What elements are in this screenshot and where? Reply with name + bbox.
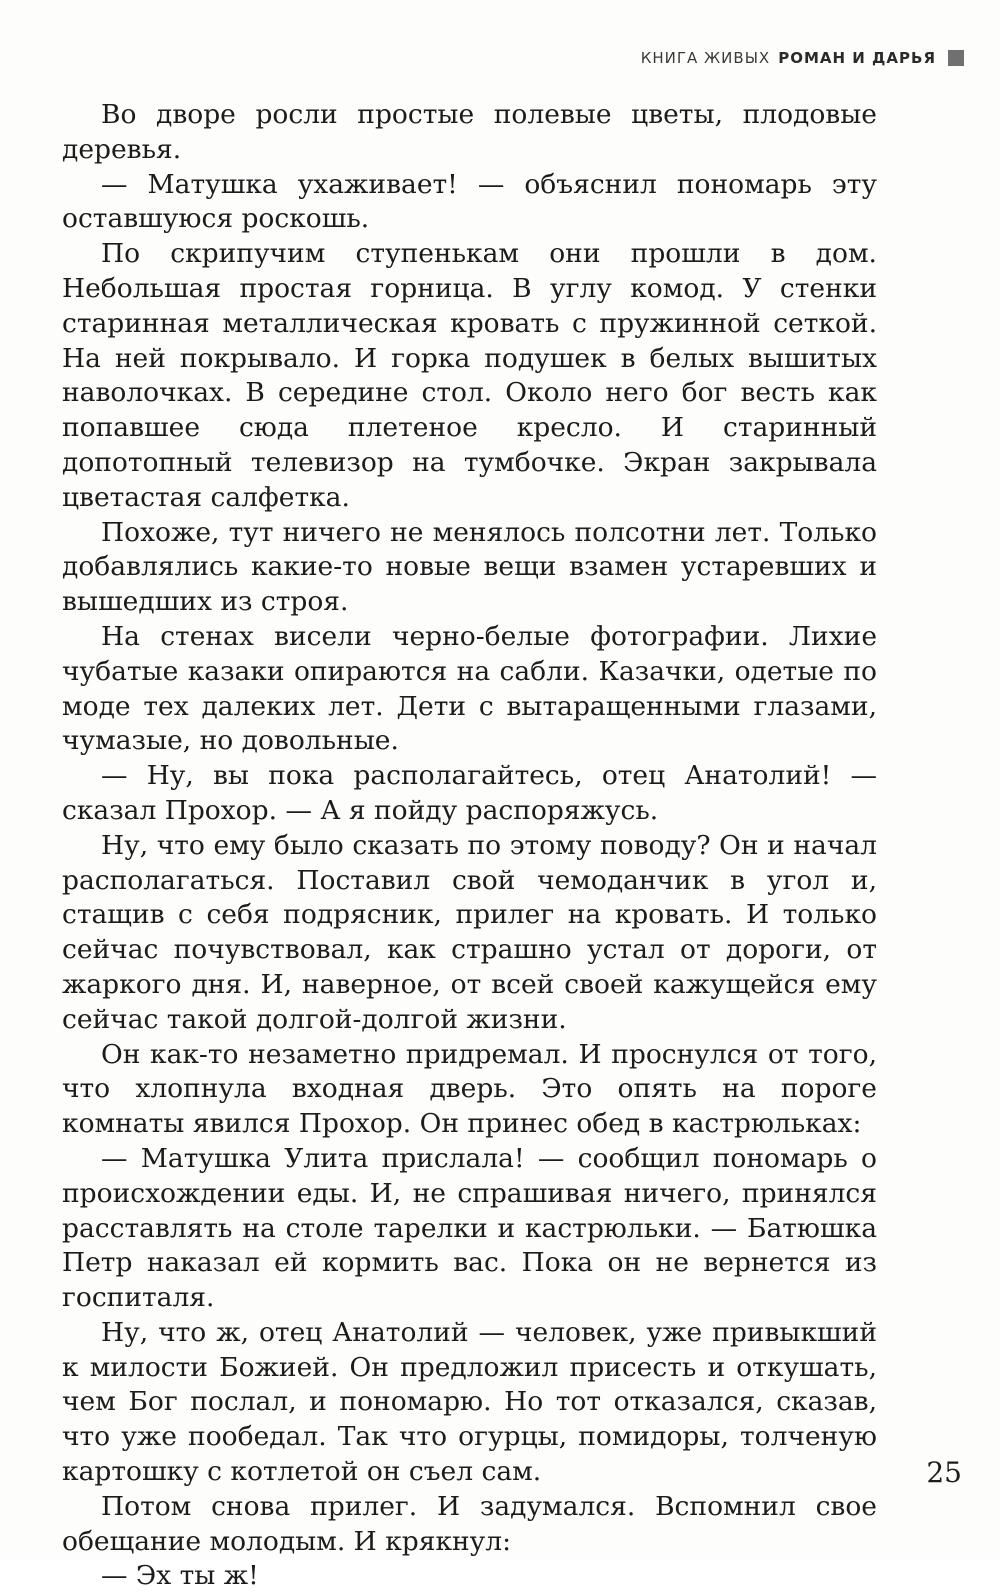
header-square-marker <box>948 50 964 66</box>
paragraph: — Ну, вы пока располагайтесь, отец Анатолий! — сказал Прохор. — А я пойду распоряжусь. <box>62 760 877 826</box>
running-header <box>641 49 964 67</box>
paragraph: — Эх ты ж! <box>101 1560 259 1592</box>
paragraph: Ну, что ж, отец Анатолий — человек, уже привыкший к милости Божией. Он предложил присесть и откушать, чем Бог послал, и пономарю. Но тот отказался, сказав, что уже пообедал. Так что огурцы, помидоры, толченую картошку с котлетой он съел сам. <box>62 1316 877 1488</box>
paragraph: По скрипучим ступенькам они прошли в дом. Небольшая простая горница. В углу комод. У стенки старинная металлическая кровать с пружинной сеткой. На ней покрывало. И горка подушек в белых вышитых наволочках. В середине стол. Около него бог весть как попавшее сюда плетеное кресло. И старинный допотопный телевизор на тумбочке. Экран закрывала цветастая салфетка. <box>62 238 877 513</box>
paragraph: Он как-то незаметно придремал. И проснулся от того, что хлопнула входная дверь. Это опять на пороге комнаты явился Прохор. Он принес обед в кастрюльках: <box>62 1038 877 1140</box>
paragraph: Во дворе росли простые полевые цветы, плодовые деревья. <box>62 99 877 165</box>
paragraph: На стенах висели черно-белые фотографии. Лихие чубатые казаки опираются на сабли. Казачки, одетые по моде тех далеких лет. Дети с вытаращенными глазами, чумазые, но довольные. <box>62 620 877 757</box>
paragraph: — Матушка Улита прислала! — сообщил пономарь о происхождении еды. И, не спрашивая ничего, принялся расставлять на столе тарелки и кастрюльки. — Батюшка Петр наказал ей кормить вас. Пока он не вернется из госпиталя. <box>62 1142 877 1314</box>
paragraph: Похоже, тут ничего не менялось полсотни лет. Только добавлялись какие-то новые вещи взамен устаревших и вышедших из строя. <box>62 516 877 618</box>
paragraph: — Матушка ухаживает! — объяснил пономарь эту оставшуюся роскошь. <box>62 168 877 235</box>
page-number: 25 <box>926 1456 962 1489</box>
body-text <box>62 98 877 1594</box>
paragraph: Потом снова прилег. И задумался. Вспомнил свое обещание молодым. И крякнул: <box>62 1490 877 1557</box>
book-title: КНИГА ЖИВЫХ <box>640 49 771 67</box>
chapter-title: РОМАН И ДАРЬЯ <box>778 49 936 67</box>
paragraph: Ну, что ему было сказать по этому поводу? Он и начал располагаться. Поставил свой чемоданчик в угол и, стащив с себя подрясник, прилег на кровать. И только сейчас почувствовал, как страшно устал от дороги, от жаркого дня. И, наверное, от всей своей кажущейся ему сейчас такой долгой-долгой жизни. <box>62 829 877 1035</box>
